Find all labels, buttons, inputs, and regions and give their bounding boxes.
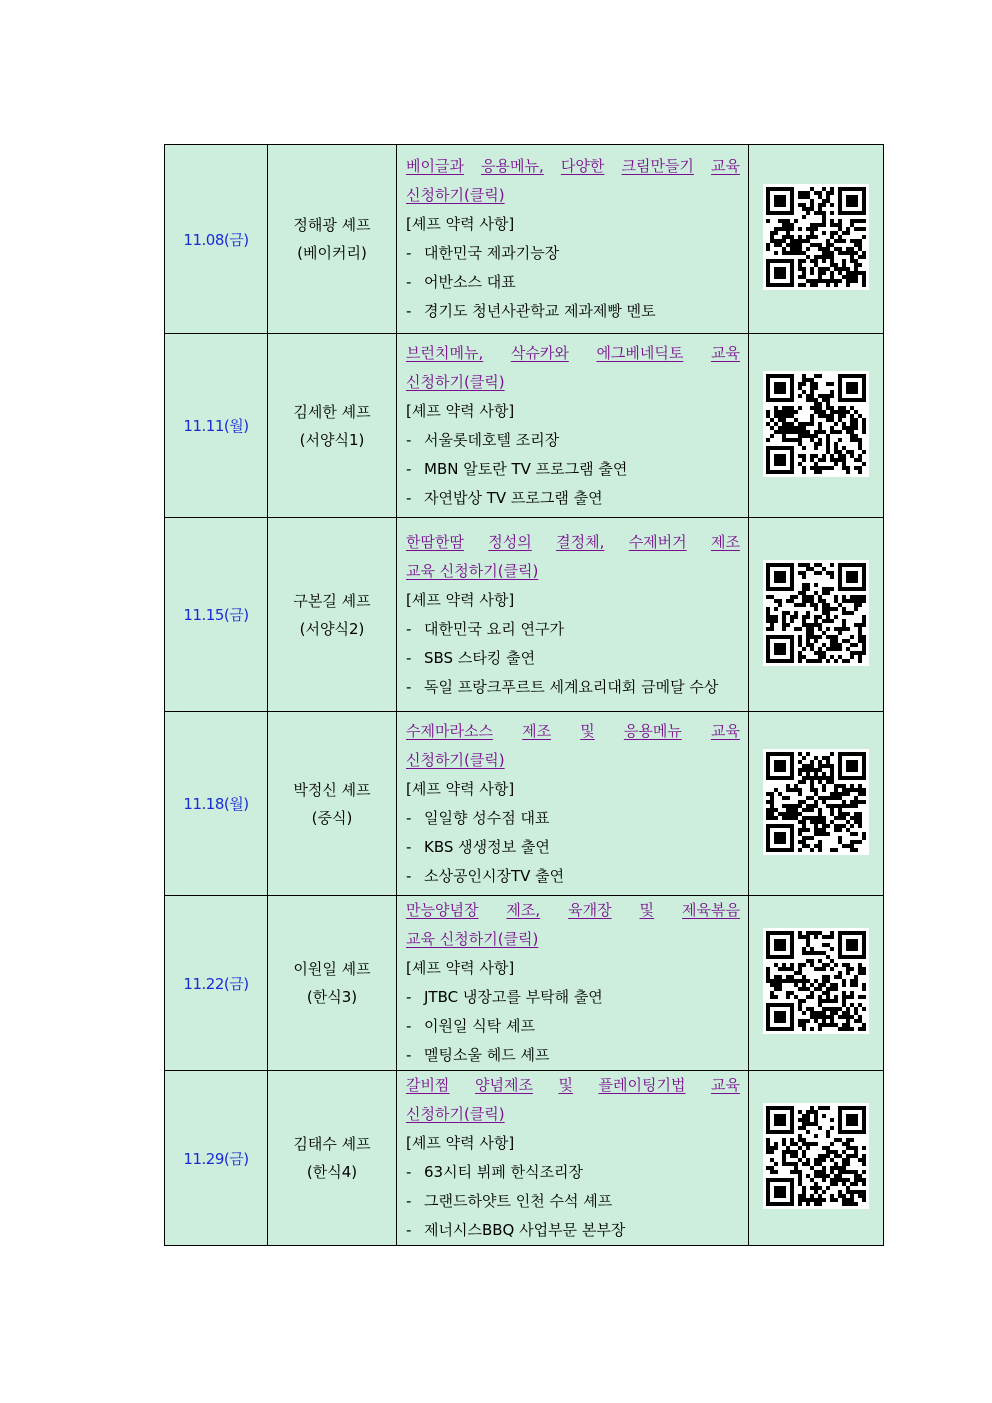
career-item xyxy=(406,833,740,862)
session-date: 11.11(월) xyxy=(165,334,268,518)
course-signup-text[interactable]: 교육 신청하기(클릭) xyxy=(406,561,539,580)
career-item-text: KBS 생생정보 출연 xyxy=(424,837,550,856)
qr-cell xyxy=(749,518,884,712)
bullet-dash: - xyxy=(406,430,412,449)
course-description xyxy=(397,896,749,1071)
course-title-word[interactable]: 교육 xyxy=(710,721,740,740)
career-item xyxy=(406,615,740,644)
bullet-dash: - xyxy=(406,459,412,478)
chef-cell xyxy=(268,518,397,712)
career-item-text: 이원일 식탁 셰프 xyxy=(424,1017,535,1035)
career-item xyxy=(406,673,740,702)
career-item-text: 자연밥상 TV 프로그램 출연 xyxy=(424,488,603,507)
course-title-word[interactable]: 한땀한땀 xyxy=(406,532,464,551)
career-item-text: 제너시스BBQ 사업부문 본부장 xyxy=(424,1221,626,1239)
schedule-row xyxy=(165,145,884,334)
session-date: 11.18(월) xyxy=(165,712,268,896)
course-title-word[interactable]: 제조 xyxy=(522,721,552,740)
bullet-dash: - xyxy=(406,1221,412,1239)
chef-category: (서양식1) xyxy=(299,430,365,449)
career-item xyxy=(406,1216,740,1245)
qr-cell xyxy=(749,712,884,896)
qr-cell xyxy=(749,145,884,334)
bullet-dash: - xyxy=(406,1163,412,1181)
career-item-text: 경기도 청년사관학교 제과제빵 멘토 xyxy=(424,302,656,320)
career-header: [셰프 약력 사항] xyxy=(406,401,515,420)
career-item xyxy=(406,983,740,1012)
bullet-dash: - xyxy=(406,302,412,320)
career-item xyxy=(406,1187,740,1216)
career-header: [셰프 약력 사항] xyxy=(406,959,515,977)
qr-code-icon[interactable] xyxy=(763,749,869,855)
course-title-word[interactable]: 크림만들기 xyxy=(621,157,694,175)
course-title-word[interactable]: 양념제조 xyxy=(475,1076,533,1094)
course-title-word[interactable]: 갈비찜 xyxy=(406,1076,450,1094)
course-title[interactable] xyxy=(406,528,740,557)
career-item xyxy=(406,644,740,673)
bullet-dash: - xyxy=(406,244,412,262)
career-header: [셰프 약력 사항] xyxy=(406,590,515,609)
career-item-text: 서울롯데호텔 조리장 xyxy=(424,430,560,449)
course-title-word[interactable]: 및 xyxy=(639,901,655,919)
course-title-word[interactable]: 베이글과 xyxy=(406,157,464,175)
qr-cell xyxy=(749,1071,884,1246)
course-description xyxy=(397,334,749,518)
course-title-word[interactable]: 육개장 xyxy=(568,901,612,919)
chef-name: 김태수 셰프 xyxy=(293,1135,371,1153)
career-item xyxy=(406,1012,740,1041)
career-item xyxy=(406,1041,740,1070)
bullet-dash: - xyxy=(406,1192,412,1210)
career-item-text: 대한민국 요리 연구가 xyxy=(424,619,564,638)
bullet-dash: - xyxy=(406,488,412,507)
course-title-word[interactable]: 교육 xyxy=(711,157,740,175)
course-signup-text[interactable]: 신청하기(클릭) xyxy=(406,750,505,769)
course-description xyxy=(397,1071,749,1246)
course-signup-text[interactable]: 교육 신청하기(클릭) xyxy=(406,930,539,948)
course-signup-text[interactable]: 신청하기(클릭) xyxy=(406,186,505,204)
course-title-word[interactable]: 교육 xyxy=(711,343,740,362)
course-title-word[interactable]: 제조 xyxy=(710,532,740,551)
schedule-row xyxy=(165,712,884,896)
course-signup-text[interactable]: 신청하기(클릭) xyxy=(406,1105,505,1123)
bullet-dash: - xyxy=(406,866,412,885)
course-title-word[interactable]: 결정체, xyxy=(556,532,605,551)
career-item-text: 독일 프랑크푸르트 세계요리대회 금메달 수상 xyxy=(424,677,719,696)
career-item xyxy=(406,862,740,891)
career-item xyxy=(406,804,740,833)
bullet-dash: - xyxy=(406,619,412,638)
bullet-dash: - xyxy=(406,273,412,291)
schedule-row xyxy=(165,334,884,518)
course-title-word[interactable]: 수제마라소스 xyxy=(406,721,493,740)
course-title-word[interactable]: 브런치메뉴, xyxy=(406,343,484,362)
chef-category: (한식3) xyxy=(306,988,358,1006)
career-item xyxy=(406,455,740,484)
chef-category: (한식4) xyxy=(306,1163,358,1181)
qr-code-icon[interactable] xyxy=(763,184,869,290)
course-description xyxy=(397,712,749,896)
qr-code-icon[interactable] xyxy=(763,371,869,477)
chef-category: (중식) xyxy=(311,808,353,827)
session-date: 11.15(금) xyxy=(165,518,268,712)
career-item xyxy=(406,268,740,297)
course-signup-link[interactable] xyxy=(406,152,740,210)
course-title-word[interactable]: 플레이팅기법 xyxy=(598,1076,686,1094)
course-title[interactable] xyxy=(406,896,740,925)
bullet-dash: - xyxy=(406,1046,412,1064)
chef-cell xyxy=(268,712,397,896)
career-item-text: JTBC 냉장고를 부탁해 출연 xyxy=(424,988,603,1006)
course-title-word[interactable]: 수제버거 xyxy=(628,532,687,551)
course-signup-link[interactable] xyxy=(406,717,740,775)
qr-cell xyxy=(749,896,884,1071)
course-title[interactable] xyxy=(406,717,740,746)
career-item-text: 그랜드하얏트 인천 수석 셰프 xyxy=(424,1192,613,1210)
course-title[interactable] xyxy=(406,339,740,368)
course-title-word[interactable]: 제육볶음 xyxy=(682,901,740,919)
schedule-table xyxy=(164,144,884,1246)
course-title-word[interactable]: 응용메뉴, xyxy=(481,157,544,175)
qr-cell xyxy=(749,334,884,518)
course-description xyxy=(397,145,749,334)
course-signup-link[interactable] xyxy=(406,896,740,954)
chef-category: (베이커리) xyxy=(297,244,367,262)
career-item-text: 어반소스 대표 xyxy=(424,273,516,291)
course-title-word[interactable]: 및 xyxy=(558,1076,573,1094)
course-title[interactable] xyxy=(406,1071,740,1100)
bullet-dash: - xyxy=(406,837,412,856)
schedule-body xyxy=(165,145,884,1246)
career-item-text: 멜팅소울 헤드 셰프 xyxy=(424,1046,550,1064)
bullet-dash: - xyxy=(406,648,412,667)
qr-code-icon[interactable] xyxy=(763,928,869,1034)
chef-cell xyxy=(268,334,397,518)
chef-name: 정해광 셰프 xyxy=(293,216,371,234)
career-header: [셰프 약력 사항] xyxy=(406,779,515,798)
course-title-word[interactable]: 및 xyxy=(580,721,595,740)
course-title-word[interactable]: 응용메뉴 xyxy=(623,721,682,740)
schedule-row xyxy=(165,518,884,712)
course-title-word[interactable]: 에그베네딕토 xyxy=(596,343,684,362)
chef-cell xyxy=(268,145,397,334)
career-item-text: SBS 스타킹 출연 xyxy=(424,648,536,667)
course-title-word[interactable]: 교육 xyxy=(710,1076,740,1094)
course-signup-link[interactable] xyxy=(406,339,740,397)
schedule-row xyxy=(165,1071,884,1246)
chef-category: (서양식2) xyxy=(299,619,365,638)
session-date: 11.08(금) xyxy=(165,145,268,334)
session-date: 11.22(금) xyxy=(165,896,268,1071)
career-item xyxy=(406,297,740,326)
chef-cell xyxy=(268,1071,397,1246)
course-signup-link[interactable] xyxy=(406,1071,740,1129)
chef-name: 김세한 셰프 xyxy=(293,402,371,421)
qr-code-icon[interactable] xyxy=(763,1103,869,1209)
career-item-text: 소상공인시장TV 출연 xyxy=(424,866,565,885)
career-item-text: 63시티 뷔페 한식조리장 xyxy=(424,1163,584,1181)
career-header: [셰프 약력 사항] xyxy=(406,1134,515,1152)
career-item xyxy=(406,484,740,513)
bullet-dash: - xyxy=(406,677,412,696)
schedule-row xyxy=(165,896,884,1071)
course-title-word[interactable]: 다양한 xyxy=(560,157,605,175)
chef-name: 박정신 셰프 xyxy=(293,780,371,799)
bullet-dash: - xyxy=(406,988,412,1006)
course-signup-text[interactable]: 신청하기(클릭) xyxy=(406,372,505,391)
course-signup-link[interactable] xyxy=(406,528,740,586)
session-date: 11.29(금) xyxy=(165,1071,268,1246)
course-title-word[interactable]: 정성의 xyxy=(488,532,532,551)
bullet-dash: - xyxy=(406,808,412,827)
career-header: [셰프 약력 사항] xyxy=(406,215,515,233)
course-title-word[interactable]: 만능양념장 xyxy=(406,901,479,919)
course-title-word[interactable]: 삭슈카와 xyxy=(510,343,569,362)
bullet-dash: - xyxy=(406,1017,412,1035)
career-item-text: 대한민국 제과기능장 xyxy=(424,244,560,262)
course-title[interactable] xyxy=(406,152,740,181)
career-item xyxy=(406,426,740,455)
career-item xyxy=(406,1158,740,1187)
course-title-word[interactable]: 제조, xyxy=(506,901,541,919)
course-description xyxy=(397,518,749,712)
chef-cell xyxy=(268,896,397,1071)
chef-name: 구본길 셰프 xyxy=(293,591,371,610)
chef-name: 이원일 셰프 xyxy=(293,960,371,978)
career-item-text: 일일향 성수점 대표 xyxy=(424,808,550,827)
qr-code-icon[interactable] xyxy=(763,560,869,666)
career-item xyxy=(406,239,740,268)
career-item-text: MBN 알토란 TV 프로그램 출연 xyxy=(424,459,628,478)
